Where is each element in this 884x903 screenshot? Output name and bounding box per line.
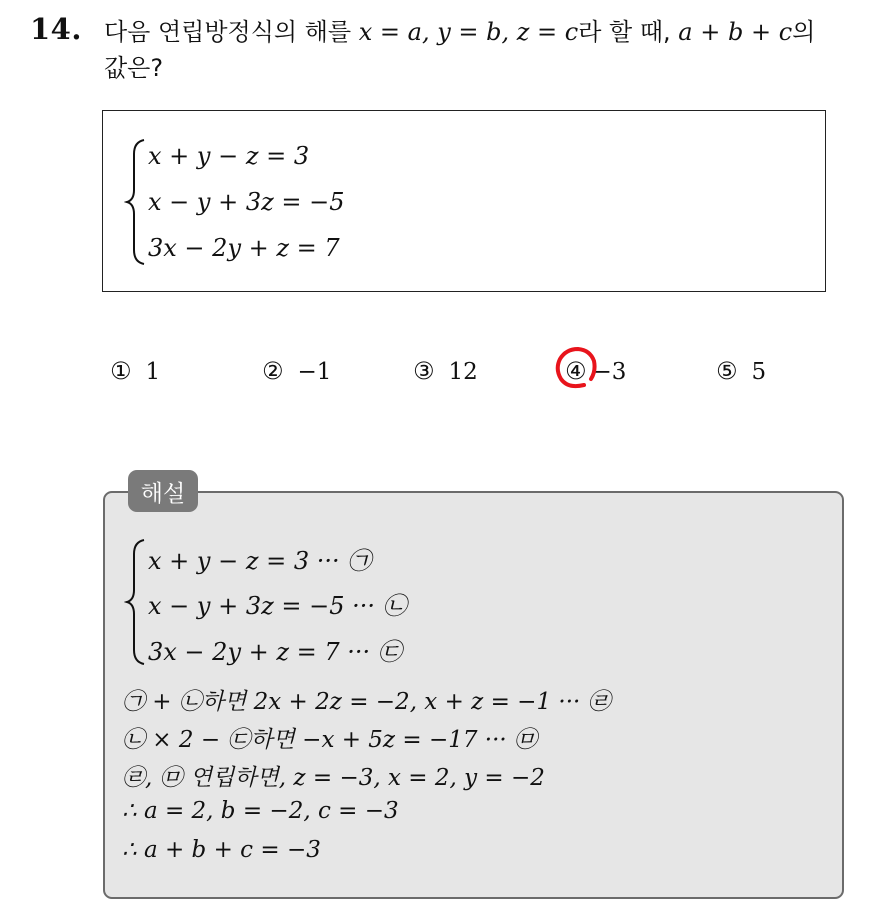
choice-2-value: −1 <box>297 359 332 385</box>
solution-equation-3: 3x − 2y + z = 7 ··· ㉢ <box>148 638 402 666</box>
solution-equation-2: x − y + 3z = −5 ··· ㉡ <box>148 592 407 620</box>
solution-step-1: ㉠ + ㉡하면 2x + 2z = −2, x + z = −1 ··· ㉣ <box>122 689 611 715</box>
choice-4-value: −3 <box>592 359 627 385</box>
question-text-prefix: 다음 연립방정식의 해를 <box>104 18 359 46</box>
choice-5-number: ⑤ <box>716 357 738 385</box>
question-text-math: x = a, y = b, z = c <box>358 18 579 46</box>
choice-2-number: ② <box>262 357 284 385</box>
solution-tag: 해설 <box>128 470 198 512</box>
choice-4-number: ④ <box>565 357 587 385</box>
solution-brace-icon <box>124 538 148 666</box>
solution-step-4: ∴ a = 2, b = −2, c = −3 <box>122 798 399 824</box>
choice-3[interactable] <box>413 357 478 385</box>
choice-3-number: ③ <box>413 357 435 385</box>
question-text <box>104 14 874 86</box>
choice-1-value: 1 <box>145 359 161 385</box>
choice-3-value: 12 <box>448 359 478 385</box>
system-equation-2: x − y + 3z = −5 <box>148 188 345 216</box>
choice-2[interactable] <box>262 357 331 385</box>
question-number: 14. <box>30 12 82 46</box>
system-equation-3: 3x − 2y + z = 7 <box>148 234 340 262</box>
system-brace-icon <box>124 138 148 266</box>
solution-step-3: ㉣, ㉤ 연립하면, z = −3, x = 2, y = −2 <box>122 765 545 791</box>
question-text-math2: a + b + c <box>678 18 793 46</box>
choice-5[interactable] <box>716 357 766 385</box>
choice-5-value: 5 <box>751 359 767 385</box>
system-equation-1: x + y − z = 3 <box>148 142 310 170</box>
solution-equation-1: x + y − z = 3 ··· ㉠ <box>148 547 372 575</box>
choice-1-number: ① <box>110 357 132 385</box>
solution-step-5: ∴ a + b + c = −3 <box>122 837 321 863</box>
answer-circle-mark <box>554 345 598 391</box>
question-text-mid: 라 할 때, <box>578 18 679 46</box>
question-text-suffix: 의 <box>792 18 816 46</box>
question-text-line2: 값은? <box>104 54 164 82</box>
choice-1[interactable] <box>110 357 160 385</box>
solution-step-2: ㉡ × 2 − ㉢하면 −x + 5z = −17 ··· ㉤ <box>122 727 538 753</box>
